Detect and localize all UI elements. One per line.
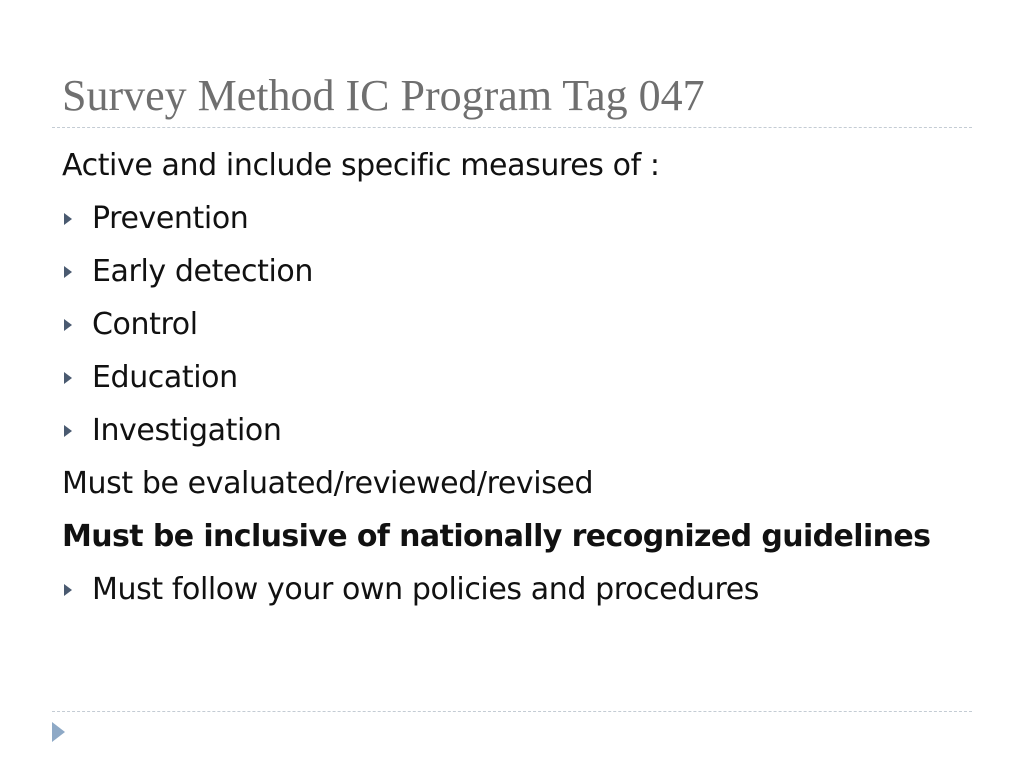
footer-divider: [52, 711, 972, 712]
slide-title: Survey Method IC Program Tag 047: [62, 71, 705, 120]
bullet-item-label: Must follow your own policies and procedures: [92, 572, 760, 607]
bullet-item-education: [62, 354, 1002, 407]
bullet-item-label: Prevention: [92, 201, 249, 236]
next-slide-icon[interactable]: [52, 722, 65, 742]
bullet-item-label: Early detection: [92, 254, 313, 289]
bullet-item-label: Investigation: [92, 413, 282, 448]
bullet-item-prevention: [62, 195, 1002, 248]
guidelines-line: Must be inclusive of nationally recognized guidelines: [62, 519, 931, 554]
evaluation-line: Must be evaluated/reviewed/revised: [62, 466, 594, 501]
title-divider: [52, 127, 972, 128]
bullet-item-policies: [62, 566, 1002, 619]
bullet-item-control: [62, 301, 1002, 354]
triangle-bullet-icon: [64, 319, 72, 331]
bullet-item-investigation: [62, 407, 1002, 460]
slide-body: [62, 142, 1002, 619]
triangle-bullet-icon: [64, 372, 72, 384]
triangle-bullet-icon: [64, 425, 72, 437]
triangle-bullet-icon: [64, 584, 72, 596]
intro-line: Active and include specific measures of :: [62, 148, 660, 183]
triangle-bullet-icon: [64, 266, 72, 278]
bullet-item-label: Education: [92, 360, 238, 395]
triangle-bullet-icon: [64, 213, 72, 225]
bullet-item-early-detection: [62, 248, 1002, 301]
bullet-item-label: Control: [92, 307, 198, 342]
